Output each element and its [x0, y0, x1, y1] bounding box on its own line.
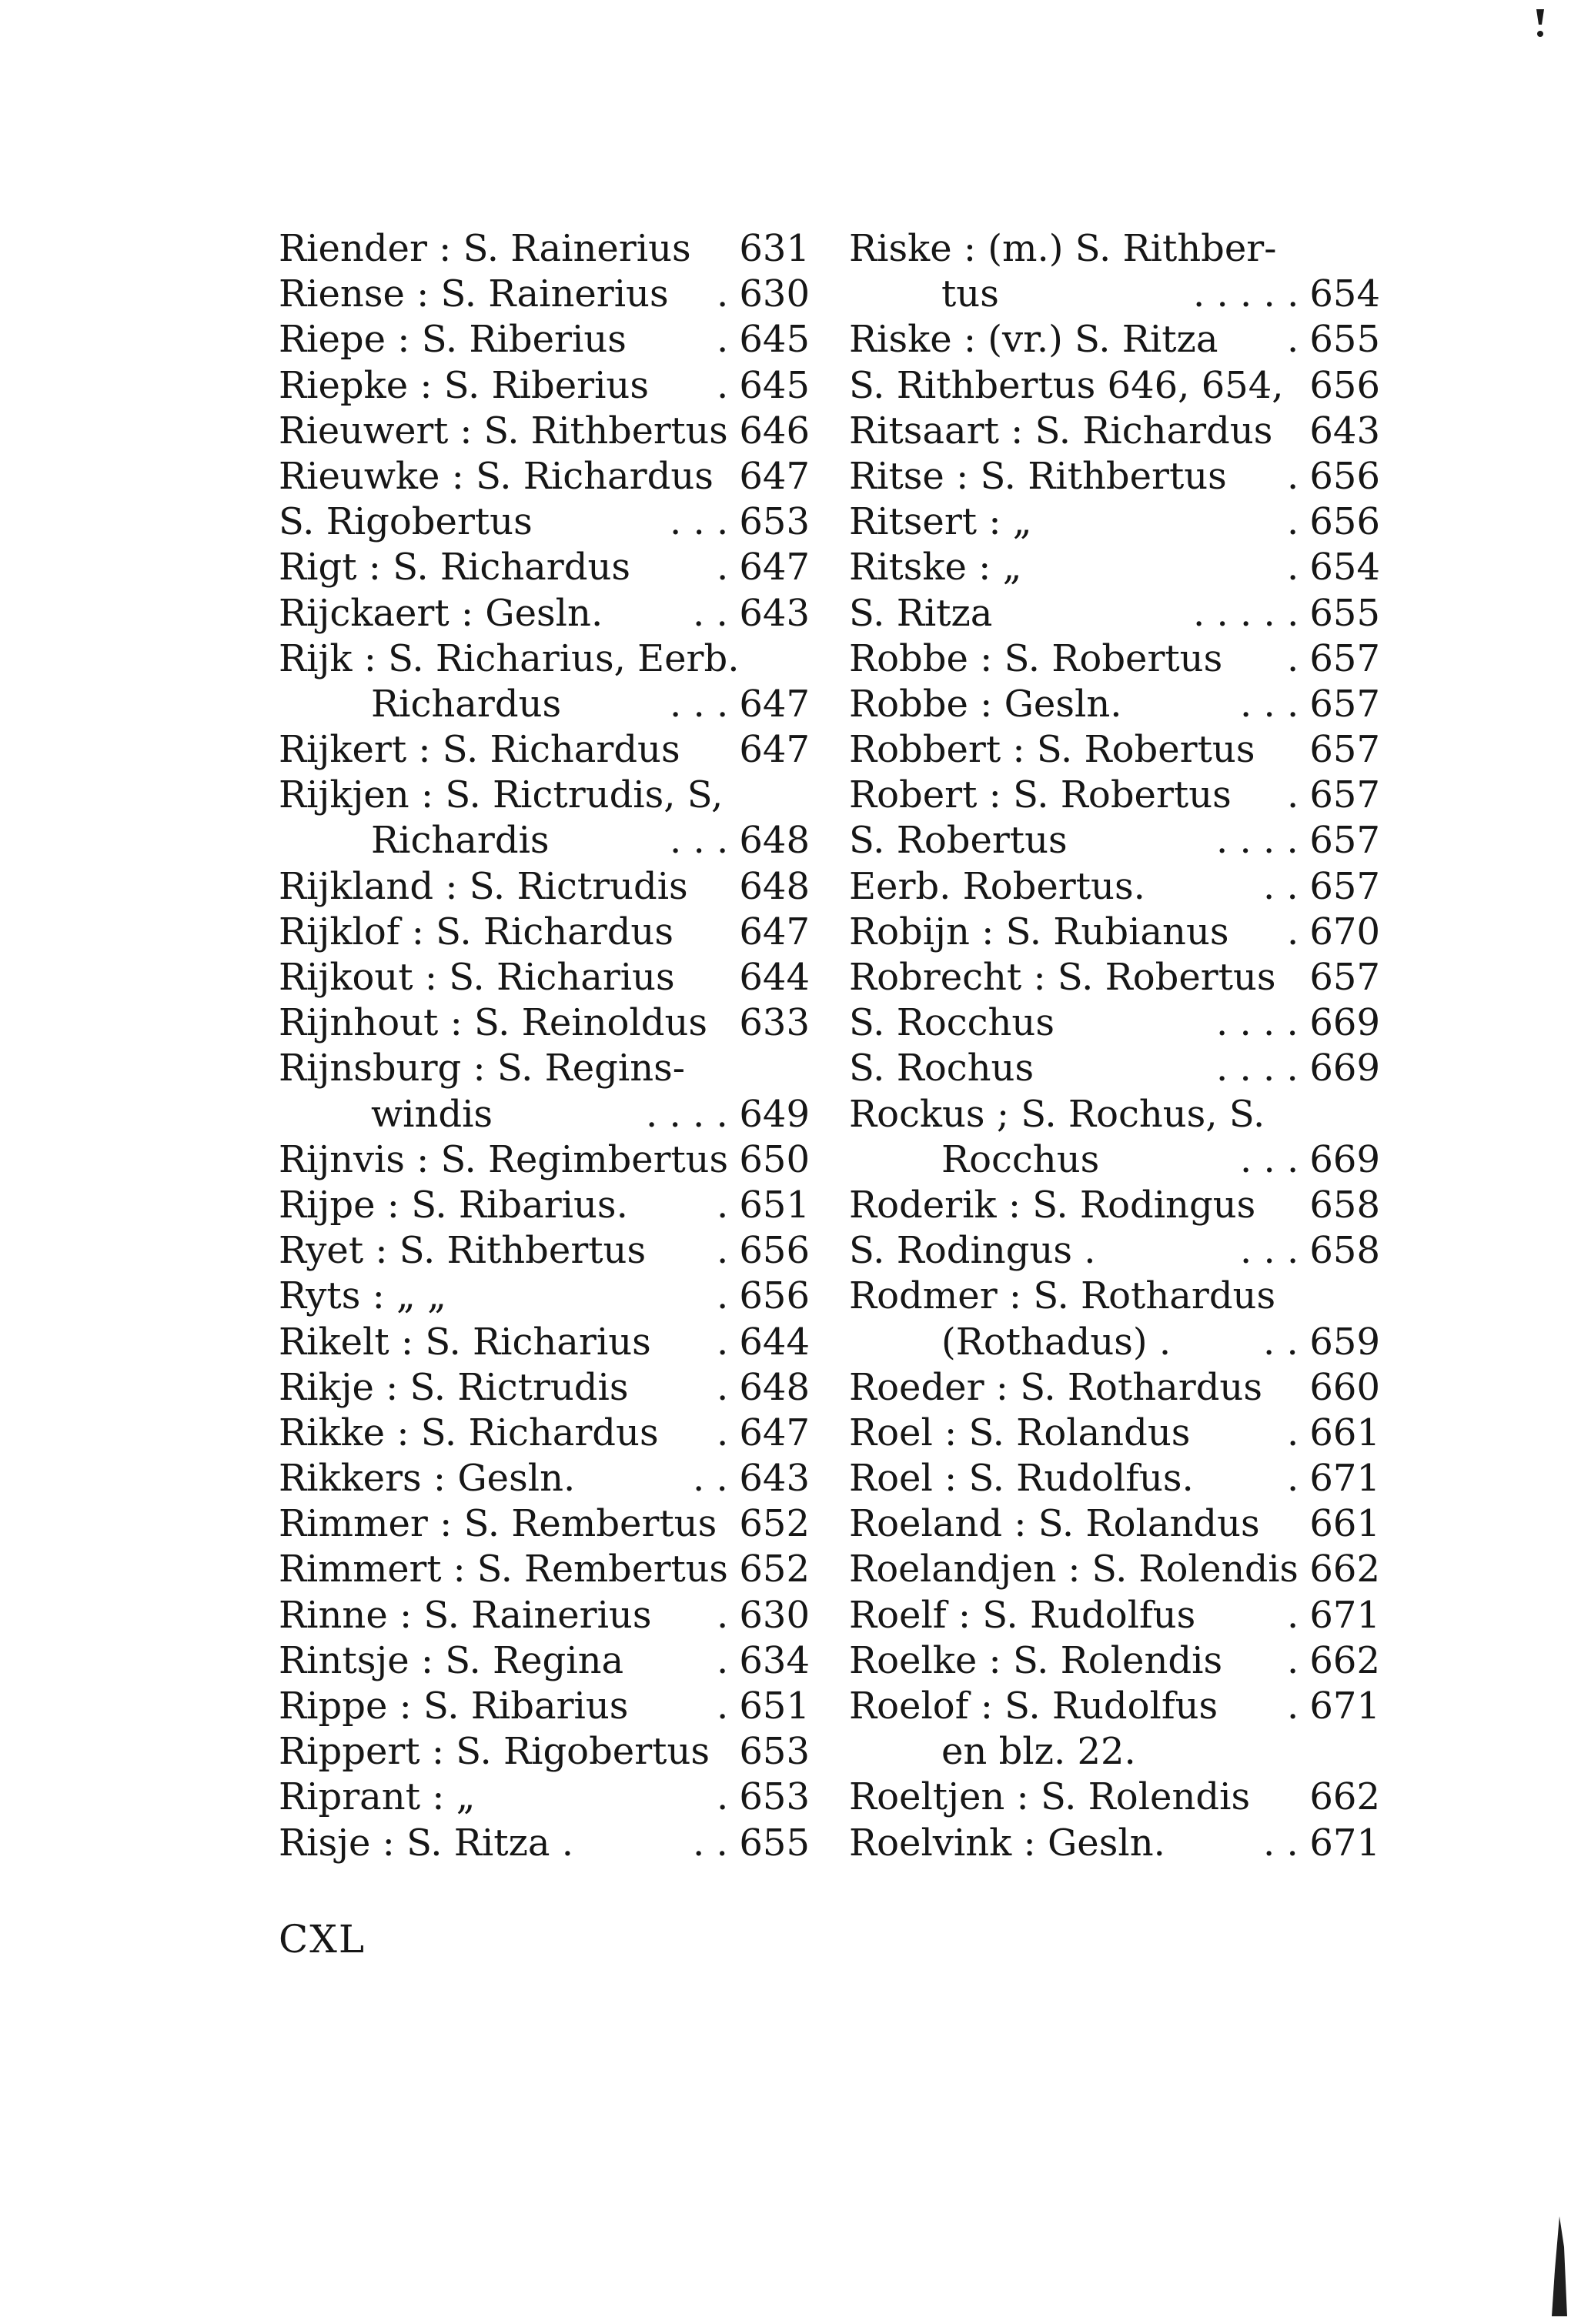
entry-name: Rimmert : S. Rembertus [279, 1548, 728, 1591]
entry-page-number: 652 [739, 1502, 810, 1546]
entry-leader-dots: . . [693, 1457, 728, 1501]
entry-name: Riense : S. Rainerius [279, 272, 669, 316]
entry-page-number: 658 [1309, 1183, 1380, 1227]
page-number: CXL [279, 1917, 366, 1962]
entry-leader-dots: . . . [1240, 1229, 1299, 1273]
entry-name: Riepke : S. Riberius [279, 363, 649, 407]
entry-name: Riske : (m.) S. Rithber- [849, 227, 1277, 270]
entry-page-number: 648 [739, 819, 810, 863]
index-entry [279, 727, 810, 773]
entry-leader-dots: . [717, 1775, 729, 1819]
index-entry [279, 773, 810, 818]
entry-page-number: 630 [739, 272, 810, 316]
entry-page-number: 631 [739, 227, 810, 270]
index-entry [849, 682, 1380, 727]
index-entry [849, 727, 1380, 773]
entry-page-number: 647 [739, 454, 810, 498]
entry-page-number: 662 [1309, 1775, 1380, 1819]
index-entry [849, 955, 1380, 1000]
index-entry [849, 910, 1380, 955]
entry-page-number: 630 [739, 1593, 810, 1637]
entry-page-number: 657 [1309, 956, 1380, 999]
entry-name: tus [941, 272, 999, 316]
entry-name: Rimmer : S. Rembertus [279, 1502, 717, 1546]
index-entry [849, 272, 1380, 317]
entry-leader-dots: . . . [1240, 1137, 1299, 1181]
entry-leader-dots: . [1287, 1411, 1299, 1454]
entry-name: S. Rithbertus 646, 654, [849, 363, 1284, 407]
entry-name: Roelf : S. Rudolfus [849, 1593, 1196, 1637]
entry-page-number: 661 [1309, 1502, 1380, 1546]
index-entry [279, 1547, 810, 1592]
index-entry [849, 1411, 1380, 1456]
entry-leader-dots: . . . . [1216, 1047, 1299, 1090]
entry-leader-dots: . . . [670, 500, 729, 544]
entry-page-number: 647 [739, 546, 810, 589]
index-entry [849, 1501, 1380, 1547]
entry-page-number: 653 [739, 1730, 810, 1774]
entry-name: Robert : S. Robertus [849, 773, 1232, 817]
index-entry [849, 1320, 1380, 1365]
index-entry [279, 317, 810, 362]
entry-page-number: 669 [1309, 1047, 1380, 1090]
ink-speck-mark [1535, 8, 1546, 46]
index-entry [849, 1274, 1380, 1319]
entry-name: Robbert : S. Robertus [849, 728, 1255, 772]
entry-leader-dots: . [1287, 1457, 1299, 1501]
entry-name: Riepe : S. Riberius [279, 318, 627, 362]
entry-leader-dots: . . . [670, 819, 729, 863]
entry-page-number: 656 [1309, 363, 1380, 407]
index-entry [279, 636, 810, 682]
index-entry [849, 1137, 1380, 1183]
entry-leader-dots: . [1287, 318, 1299, 362]
entry-page-number: 655 [1309, 318, 1380, 362]
entry-name: windis [371, 1092, 493, 1136]
index-entry [279, 1137, 810, 1183]
entry-name: Rijklof : S. Richardus [279, 910, 674, 953]
index-entry [279, 910, 810, 955]
entry-name: Rocchus [941, 1137, 1100, 1181]
entry-name: Rijkert : S. Richardus [279, 728, 680, 772]
entry-page-number: 657 [1309, 819, 1380, 863]
entry-page-number: 669 [1309, 1001, 1380, 1045]
entry-name: Ritse : S. Rithbertus [849, 454, 1227, 498]
entry-name: Roelke : S. Rolendis [849, 1638, 1223, 1682]
index-entry [849, 409, 1380, 454]
entry-page-number: 651 [739, 1685, 810, 1728]
index-entry [849, 591, 1380, 636]
entry-page-number: 671 [1309, 1593, 1380, 1637]
entry-name: Rijkout : S. Richarius [279, 956, 675, 999]
index-entry [279, 363, 810, 409]
index-entry [279, 1411, 810, 1456]
entry-leader-dots: . . . . [646, 1092, 728, 1136]
index-entry [279, 454, 810, 499]
entry-page-number: 649 [739, 1092, 810, 1136]
entry-name: Rieuwert : S. Rithbertus [279, 409, 728, 452]
index-entry [279, 499, 810, 545]
entry-page-number: 656 [1309, 500, 1380, 544]
entry-name: Rijnhout : S. Reinoldus [279, 1001, 708, 1045]
index-entry [279, 1821, 810, 1866]
entry-leader-dots: . [1287, 636, 1299, 680]
entry-page-number: 647 [739, 728, 810, 772]
index-entry [849, 363, 1380, 409]
entry-name: Rintsje : S. Regina [279, 1638, 624, 1682]
index-entry [279, 1775, 810, 1820]
index-entry [279, 682, 810, 727]
index-entry [849, 499, 1380, 545]
entry-name: Ritske : „ [849, 546, 1022, 589]
entry-name: Ryts : „ „ [279, 1274, 447, 1318]
index-entry [849, 1775, 1380, 1820]
entry-name: Roderik : S. Rodingus [849, 1183, 1256, 1227]
entry-leader-dots: . [1287, 910, 1299, 953]
entry-leader-dots: . [717, 1593, 729, 1637]
entry-name: Rijk : S. Richarius, Eerb. [279, 636, 740, 680]
index-entry [849, 1638, 1380, 1684]
entry-page-number: 660 [1309, 1365, 1380, 1409]
entry-leader-dots: . . . . [1216, 819, 1299, 863]
entry-page-number: 669 [1309, 1137, 1380, 1181]
entry-leader-dots: . . . . . [1193, 272, 1299, 316]
index-entry [279, 1638, 810, 1684]
entry-name: Rijkjen : S. Rictrudis, S, [279, 773, 724, 817]
entry-page-number: 654 [1309, 272, 1380, 316]
entry-name: Roeltjen : S. Rolendis [849, 1775, 1251, 1819]
entry-page-number: 647 [739, 910, 810, 953]
index-entry [279, 1684, 810, 1729]
entry-name: Rigt : S. Richardus [279, 546, 631, 589]
index-entry [849, 1821, 1380, 1866]
entry-page-number: 633 [739, 1001, 810, 1045]
index-entry [849, 773, 1380, 818]
index-entry [279, 226, 810, 272]
index-entry [279, 1456, 810, 1501]
entry-name: Richardus [371, 682, 562, 726]
entry-name: Roeder : S. Rothardus [849, 1365, 1262, 1409]
entry-page-number: 647 [739, 682, 810, 726]
entry-name: S. Rigobertus [279, 500, 533, 544]
entry-leader-dots: . . [1263, 1821, 1299, 1865]
entry-leader-dots: . [717, 272, 729, 316]
entry-page-number: 658 [1309, 1229, 1380, 1273]
entry-name: Robrecht : S. Robertus [849, 956, 1276, 999]
index-column-left [279, 226, 810, 1866]
entry-leader-dots: . [1287, 1593, 1299, 1637]
entry-name: Roelandjen : S. Rolendis [849, 1548, 1299, 1591]
index-entry [279, 1228, 810, 1274]
entry-leader-dots: . . . . [1216, 1001, 1299, 1045]
index-entry [849, 1365, 1380, 1411]
index-entry [849, 545, 1380, 590]
entry-name: Rikelt : S. Richarius [279, 1320, 651, 1364]
entry-name: S. Rocchus [849, 1001, 1055, 1045]
entry-name: Rippert : S. Rigobertus [279, 1730, 710, 1774]
entry-page-number: 671 [1309, 1457, 1380, 1501]
entry-name: Rijckaert : Gesln. [279, 591, 603, 635]
index-entry [849, 1000, 1380, 1046]
entry-leader-dots: . [1287, 546, 1299, 589]
entry-name: Rieuwke : S. Richardus [279, 454, 714, 498]
entry-page-number: 662 [1309, 1638, 1380, 1682]
entry-name: Rikke : S. Richardus [279, 1411, 659, 1454]
entry-name: Rinne : S. Rainerius [279, 1593, 652, 1637]
entry-name: Roeland : S. Rolandus [849, 1502, 1260, 1546]
index-entry [279, 591, 810, 636]
entry-page-number: 657 [1309, 773, 1380, 817]
entry-page-number: 648 [739, 1365, 810, 1409]
entry-name: Riske : (vr.) S. Ritza [849, 318, 1218, 362]
entry-name: (Rothadus) . [941, 1320, 1172, 1364]
entry-page-number: 656 [739, 1229, 810, 1273]
entry-name: Roelof : S. Rudolfus [849, 1685, 1218, 1728]
index-entry [279, 1593, 810, 1638]
entry-page-number: 647 [739, 1411, 810, 1454]
index-entry [279, 818, 810, 863]
entry-name: Roelvink : Gesln. [849, 1821, 1165, 1865]
entry-page-number: 645 [739, 318, 810, 362]
entry-page-number: 671 [1309, 1821, 1380, 1865]
index-entry [279, 1183, 810, 1228]
entry-leader-dots: . . [1263, 1320, 1299, 1364]
index-entry [279, 1046, 810, 1091]
entry-leader-dots: . . [693, 1821, 728, 1865]
entry-page-number: 657 [1309, 864, 1380, 908]
index-entry [279, 1092, 810, 1137]
entry-page-number: 652 [739, 1548, 810, 1591]
index-entry [849, 1456, 1380, 1501]
entry-leader-dots: . . [693, 591, 728, 635]
index-entry [279, 1729, 810, 1775]
index-entry [849, 454, 1380, 499]
index-entry [279, 1274, 810, 1319]
entry-leader-dots: . [717, 1365, 729, 1409]
index-entry [849, 1684, 1380, 1729]
index-entry [849, 317, 1380, 362]
entry-page-number: 656 [739, 1274, 810, 1318]
entry-page-number: 645 [739, 363, 810, 407]
entry-leader-dots: . [1287, 773, 1299, 817]
entry-page-number: 646 [739, 409, 810, 452]
index-entry [279, 1000, 810, 1046]
entry-leader-dots: . [717, 546, 729, 589]
index-entry [279, 545, 810, 590]
index-entry [849, 1228, 1380, 1274]
entry-page-number: 648 [739, 864, 810, 908]
entry-leader-dots: . [717, 1229, 729, 1273]
binding-shadow-mark [1547, 2216, 1567, 2316]
entry-name: S. Rochus [849, 1047, 1035, 1090]
entry-leader-dots: . . [1263, 864, 1299, 908]
entry-name: Robbe : Gesln. [849, 682, 1122, 726]
entry-name: Richardis [371, 819, 550, 863]
entry-leader-dots: . [717, 318, 729, 362]
entry-page-number: 662 [1309, 1548, 1380, 1591]
entry-name: Riprant : „ [279, 1775, 476, 1819]
entry-page-number: 644 [739, 1320, 810, 1364]
entry-page-number: 650 [739, 1137, 810, 1181]
index-entry [279, 864, 810, 910]
entry-page-number: 671 [1309, 1685, 1380, 1728]
index-entry [279, 955, 810, 1000]
index-entry [849, 1729, 1380, 1775]
index-entry [849, 818, 1380, 863]
index-entry [849, 1183, 1380, 1228]
entry-page-number: 655 [1309, 591, 1380, 635]
entry-page-number: 651 [739, 1183, 810, 1227]
index-entry [849, 1547, 1380, 1592]
entry-name: Eerb. Robertus. [849, 864, 1145, 908]
index-column-right [849, 226, 1380, 1866]
entry-name: Roel : S. Rudolfus. [849, 1457, 1194, 1501]
entry-name: S. Rodingus . [849, 1229, 1096, 1273]
entry-leader-dots: . [1287, 454, 1299, 498]
entry-name: S. Ritza [849, 591, 993, 635]
entry-leader-dots: . . . . . [1193, 591, 1299, 635]
entry-page-number: 655 [739, 1821, 810, 1865]
index-entry [279, 1320, 810, 1365]
entry-name: Risje : S. Ritza . [279, 1821, 573, 1865]
entry-leader-dots: . . . [1240, 682, 1299, 726]
entry-page-number: 644 [739, 956, 810, 999]
entry-page-number: 661 [1309, 1411, 1380, 1454]
entry-leader-dots: . [717, 1638, 729, 1682]
entry-page-number: 634 [739, 1638, 810, 1682]
entry-page-number: 657 [1309, 636, 1380, 680]
entry-leader-dots: . [717, 1685, 729, 1728]
entry-name: Ryet : S. Rithbertus [279, 1229, 647, 1273]
entry-leader-dots: . [1287, 1638, 1299, 1682]
entry-leader-dots: . [717, 1320, 729, 1364]
entry-page-number: 643 [1309, 409, 1380, 452]
entry-name: Rippe : S. Ribarius [279, 1685, 629, 1728]
entry-name: Rodmer : S. Rothardus [849, 1274, 1276, 1318]
entry-name: Rijnsburg : S. Regins- [279, 1047, 685, 1090]
entry-page-number: 657 [1309, 728, 1380, 772]
entry-page-number: 670 [1309, 910, 1380, 953]
entry-name: Rijkland : S. Rictrudis [279, 864, 688, 908]
entry-name: Ritsaart : S. Richardus [849, 409, 1273, 452]
entry-name: Rijnvis : S. Regimbertus [279, 1137, 729, 1181]
entry-name: Roel : S. Rolandus [849, 1411, 1191, 1454]
index-entry [279, 272, 810, 317]
entry-page-number: 654 [1309, 546, 1380, 589]
entry-name: Riender : S. Rainerius [279, 227, 691, 270]
index-entry [849, 636, 1380, 682]
entry-leader-dots: . [717, 1274, 729, 1318]
index-entry [849, 1046, 1380, 1091]
entry-page-number: 656 [1309, 454, 1380, 498]
entry-page-number: 643 [739, 1457, 810, 1501]
entry-leader-dots: . [1287, 1685, 1299, 1728]
entry-name: Rijpe : S. Ribarius. [279, 1183, 628, 1227]
index-entry [849, 1593, 1380, 1638]
index-entry [279, 409, 810, 454]
index-entry [279, 1501, 810, 1547]
index-entry [849, 1092, 1380, 1137]
entry-leader-dots: . [717, 1411, 729, 1454]
entry-leader-dots: . [717, 1183, 729, 1227]
entry-name: Rikkers : Gesln. [279, 1457, 576, 1501]
entry-name: Robijn : S. Rubianus [849, 910, 1229, 953]
entry-name: S. Robertus [849, 819, 1068, 863]
index-entry [279, 1365, 810, 1411]
entry-page-number: 643 [739, 591, 810, 635]
entry-page-number: 659 [1309, 1320, 1380, 1364]
index-entry [849, 226, 1380, 272]
entry-leader-dots: . . . [670, 682, 729, 726]
entry-name: Robbe : S. Robertus [849, 636, 1223, 680]
entry-name: Rockus ; S. Rochus, S. [849, 1092, 1265, 1136]
entry-page-number: 653 [739, 1775, 810, 1819]
entry-name: en blz. 22. [941, 1730, 1136, 1774]
entry-name: Rikje : S. Rictrudis [279, 1365, 629, 1409]
entry-leader-dots: . [717, 363, 729, 407]
index-entry [849, 864, 1380, 910]
entry-leader-dots: . [1287, 500, 1299, 544]
entry-page-number: 657 [1309, 682, 1380, 726]
entry-page-number: 653 [739, 500, 810, 544]
entry-name: Ritsert : „ [849, 500, 1032, 544]
